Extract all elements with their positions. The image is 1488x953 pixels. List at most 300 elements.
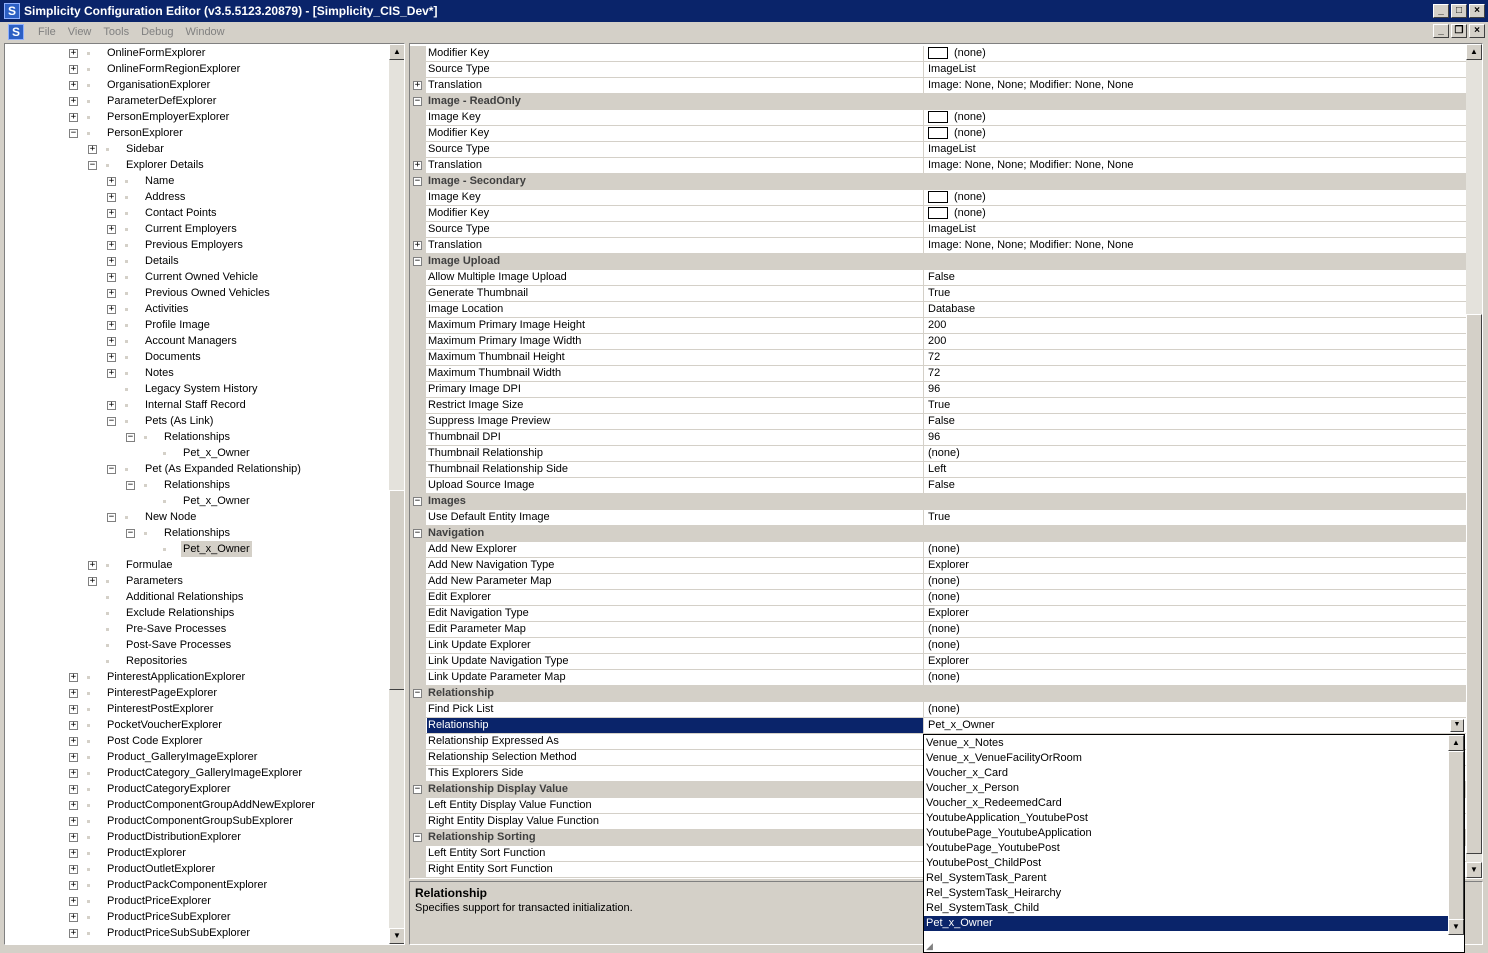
property-value[interactable] [925, 142, 1465, 157]
tree-node[interactable] [5, 93, 385, 109]
property-name[interactable]: Link Update Explorer [427, 638, 924, 653]
expand-icon[interactable]: + [89, 560, 96, 570]
dropdown-option[interactable]: Rel_SystemTask_Child [926, 902, 1040, 914]
tree-node-label[interactable]: Relationships [164, 431, 231, 443]
property-value[interactable] [925, 462, 1465, 477]
category-label[interactable]: Relationship [428, 687, 495, 699]
property-value[interactable] [925, 302, 1465, 317]
tree-node[interactable] [5, 365, 385, 381]
property-row[interactable] [410, 142, 1466, 158]
property-name[interactable]: Image Key [427, 110, 924, 125]
tree-node-label[interactable]: Current Owned Vehicle [145, 271, 259, 283]
tree-node-label[interactable]: Contact Points [145, 207, 217, 219]
close-button[interactable]: × [1469, 4, 1485, 18]
tree-node-label[interactable]: Pets (As Link) [145, 415, 214, 427]
property-name[interactable]: Use Default Entity Image [427, 510, 924, 525]
property-row[interactable] [410, 430, 1466, 446]
dropdown-option[interactable]: YoutubePage_YoutubeApplication [926, 827, 1092, 839]
collapse-icon[interactable]: − [108, 512, 115, 522]
collapse-icon[interactable]: − [89, 160, 96, 170]
property-value[interactable] [925, 318, 1465, 333]
tree-node-label[interactable]: Repositories [126, 655, 188, 667]
tree-node[interactable] [5, 285, 385, 301]
property-value[interactable] [925, 574, 1465, 589]
property-name[interactable]: Source Type [427, 222, 924, 237]
tree-node-label[interactable]: Pet_x_Owner [183, 495, 250, 507]
property-row[interactable] [410, 222, 1466, 238]
tree-node[interactable] [5, 477, 385, 493]
menu-debug[interactable]: Debug [141, 26, 174, 38]
tree-node-label[interactable]: ProductComponentGroupSubExplorer [107, 815, 293, 827]
property-value[interactable] [925, 606, 1465, 621]
tree-node[interactable] [5, 45, 385, 61]
tree-node-label[interactable]: ProductOutletExplorer [107, 863, 216, 875]
tree-node[interactable] [5, 429, 385, 445]
tree-node-label[interactable]: PersonEmployerExplorer [107, 111, 230, 123]
dropdown-option[interactable]: Rel_SystemTask_Heirarchy [926, 887, 1062, 899]
property-name[interactable]: Edit Explorer [427, 590, 924, 605]
property-row[interactable] [410, 574, 1466, 590]
mdi-app-icon[interactable]: S [8, 24, 24, 40]
property-name[interactable]: Link Update Parameter Map [427, 670, 924, 685]
property-value[interactable] [925, 286, 1465, 301]
tree-node-label[interactable]: Account Managers [145, 335, 237, 347]
relationship-dropdown-list[interactable] [923, 734, 1465, 953]
property-row[interactable] [410, 286, 1466, 302]
expand-icon[interactable]: + [70, 672, 77, 682]
dropdown-scrollbar[interactable] [1448, 735, 1464, 935]
expand-icon[interactable]: + [108, 336, 115, 346]
tree-node[interactable] [5, 717, 385, 733]
property-value[interactable] [925, 78, 1465, 93]
category-label[interactable]: Image - ReadOnly [428, 95, 521, 107]
tree-node-label[interactable]: Profile Image [145, 319, 210, 331]
tree-node-label[interactable]: Documents [145, 351, 201, 363]
property-row[interactable] [410, 622, 1466, 638]
dropdown-option[interactable]: YoutubePost_ChildPost [926, 857, 1042, 869]
tree-node[interactable] [5, 237, 385, 253]
tree-node[interactable] [5, 493, 385, 509]
property-name[interactable]: Link Update Navigation Type [427, 654, 924, 669]
expand-icon[interactable]: + [414, 80, 421, 90]
dropdown-option[interactable]: Voucher_x_RedeemedCard [926, 797, 1062, 809]
mdi-close-button[interactable]: × [1469, 24, 1485, 38]
tree-node[interactable] [5, 909, 385, 925]
property-value[interactable] [925, 350, 1465, 365]
expand-icon[interactable]: + [70, 96, 77, 106]
expand-icon[interactable]: + [108, 208, 115, 218]
tree-node-label[interactable]: Formulae [126, 559, 173, 571]
collapse-icon[interactable]: − [414, 176, 421, 186]
tree-node[interactable] [5, 269, 385, 285]
property-name[interactable]: Relationship Selection Method [427, 750, 924, 765]
tree-node[interactable] [5, 781, 385, 797]
tree-node[interactable] [5, 845, 385, 861]
collapse-icon[interactable]: − [414, 496, 421, 506]
expand-icon[interactable]: + [70, 784, 77, 794]
tree-node[interactable] [5, 877, 385, 893]
tree-node-label[interactable]: Pet_x_Owner [183, 543, 250, 555]
tree-node[interactable] [5, 333, 385, 349]
property-value[interactable] [925, 702, 1465, 717]
property-row[interactable] [410, 126, 1466, 142]
tree-node-label[interactable]: Current Employers [145, 223, 237, 235]
expand-icon[interactable]: + [70, 864, 77, 874]
tree-node[interactable] [5, 797, 385, 813]
expand-icon[interactable]: + [108, 320, 115, 330]
property-row[interactable] [410, 638, 1466, 654]
expand-icon[interactable]: + [70, 848, 77, 858]
expand-icon[interactable]: + [108, 240, 115, 250]
property-row[interactable] [410, 270, 1466, 286]
tree-node[interactable] [5, 621, 385, 637]
property-row[interactable] [410, 478, 1466, 494]
tree-node-label[interactable]: OrganisationExplorer [107, 79, 211, 91]
property-name[interactable]: Edit Navigation Type [427, 606, 924, 621]
collapse-icon[interactable]: − [127, 432, 134, 442]
property-row[interactable] [410, 206, 1466, 222]
tree-node[interactable] [5, 125, 385, 141]
property-row[interactable] [410, 78, 1466, 94]
property-name[interactable]: Relationship Expressed As [427, 734, 924, 749]
dropdown-option[interactable]: Venue_x_VenueFacilityOrRoom [926, 752, 1082, 764]
expand-icon[interactable]: + [414, 160, 421, 170]
property-name[interactable]: Allow Multiple Image Upload [427, 270, 924, 285]
expand-icon[interactable]: + [70, 64, 77, 74]
property-row[interactable] [410, 670, 1466, 686]
tree-node-label[interactable]: Address [145, 191, 186, 203]
maximize-button[interactable]: □ [1451, 4, 1467, 18]
dropdown-option[interactable]: YoutubePage_YoutubePost [926, 842, 1060, 854]
expand-icon[interactable]: + [70, 752, 77, 762]
property-name[interactable]: Generate Thumbnail [427, 286, 924, 301]
tree-node-label[interactable]: PocketVoucherExplorer [107, 719, 222, 731]
property-value[interactable] [925, 206, 1465, 221]
expand-icon[interactable]: + [70, 928, 77, 938]
tree-node-label[interactable]: Legacy System History [145, 383, 258, 395]
expand-icon[interactable]: + [89, 576, 96, 586]
tree-node-label[interactable]: ProductPriceSubSubExplorer [107, 927, 251, 939]
property-name[interactable]: Left Entity Sort Function [427, 846, 924, 861]
property-name[interactable]: Right Entity Sort Function [427, 862, 924, 877]
property-name[interactable]: Modifier Key [427, 126, 924, 141]
tree-scroll-up-button[interactable]: ▲ [389, 44, 405, 60]
expand-icon[interactable]: + [108, 400, 115, 410]
property-row[interactable] [410, 542, 1466, 558]
tree-node-label[interactable]: Parameters [126, 575, 183, 587]
tree-node[interactable] [5, 221, 385, 237]
expand-icon[interactable]: + [70, 720, 77, 730]
tree-node-label[interactable]: Pre-Save Processes [126, 623, 227, 635]
tree-node-label[interactable]: PinterestPageExplorer [107, 687, 218, 699]
tree-node-label[interactable]: ProductPriceExplorer [107, 895, 211, 907]
dropdown-scroll-thumb[interactable] [1448, 751, 1464, 921]
property-category[interactable] [410, 686, 1466, 702]
expand-icon[interactable]: + [108, 272, 115, 282]
tree-node-label[interactable]: Relationships [164, 479, 231, 491]
property-name[interactable]: This Explorers Side [427, 766, 924, 781]
expand-icon[interactable]: + [70, 896, 77, 906]
property-value[interactable] [925, 430, 1465, 445]
menu-window[interactable]: Window [185, 26, 225, 38]
property-row[interactable] [410, 110, 1466, 126]
tree-node-label[interactable]: PinterestApplicationExplorer [107, 671, 246, 683]
property-value[interactable] [925, 126, 1465, 141]
tree-node-label[interactable]: PersonExplorer [107, 127, 183, 139]
tree-node-label[interactable]: Pet (As Expanded Relationship) [145, 463, 301, 475]
collapse-icon[interactable]: − [70, 128, 77, 138]
tree-node[interactable] [5, 813, 385, 829]
tree-node-label[interactable]: Explorer Details [126, 159, 204, 171]
expand-icon[interactable]: + [108, 368, 115, 378]
tree-node[interactable] [5, 669, 385, 685]
tree-node[interactable] [5, 173, 385, 189]
property-name[interactable]: Maximum Thumbnail Height [427, 350, 924, 365]
collapse-icon[interactable]: − [127, 528, 134, 538]
tree-node[interactable] [5, 77, 385, 93]
property-name[interactable]: Thumbnail Relationship [427, 446, 924, 461]
app-icon[interactable]: S [4, 3, 20, 19]
property-row[interactable] [410, 334, 1466, 350]
property-row[interactable] [410, 702, 1466, 718]
property-value[interactable] [925, 510, 1465, 525]
resize-grip-icon[interactable]: ◢ [926, 941, 933, 951]
expand-icon[interactable]: + [108, 352, 115, 362]
property-row[interactable] [410, 414, 1466, 430]
property-name[interactable]: Translation [427, 238, 924, 253]
tree-node[interactable] [5, 685, 385, 701]
tree-node[interactable] [5, 189, 385, 205]
expand-icon[interactable]: + [108, 176, 115, 186]
property-category[interactable] [410, 254, 1466, 270]
tree-node-label[interactable]: ProductPriceSubExplorer [107, 911, 231, 923]
property-row[interactable] [410, 350, 1466, 366]
tree-node[interactable] [5, 61, 385, 77]
tree-node[interactable] [5, 397, 385, 413]
property-row[interactable] [410, 606, 1466, 622]
property-value[interactable] [925, 638, 1465, 653]
category-label[interactable]: Images [428, 495, 466, 507]
tree-node-label[interactable]: ProductCategory_GalleryImageExplorer [107, 767, 303, 779]
tree-node[interactable] [5, 605, 385, 621]
expand-icon[interactable]: + [89, 144, 96, 154]
collapse-icon[interactable]: − [414, 784, 421, 794]
tree-node-label[interactable]: Post-Save Processes [126, 639, 232, 651]
tree-node-label[interactable]: ProductComponentGroupAddNewExplorer [107, 799, 315, 811]
collapse-icon[interactable]: − [414, 256, 421, 266]
expand-icon[interactable]: + [414, 240, 421, 250]
property-value[interactable] [925, 334, 1465, 349]
dropdown-scroll-up-button[interactable]: ▲ [1448, 735, 1464, 751]
property-name[interactable]: Modifier Key [427, 206, 924, 221]
property-row[interactable] [410, 158, 1466, 174]
tree-node-label[interactable]: Product_GalleryImageExplorer [107, 751, 258, 763]
property-name[interactable]: Translation [427, 158, 924, 173]
dropdown-option[interactable]: Voucher_x_Card [926, 767, 1008, 779]
expand-icon[interactable]: + [70, 80, 77, 90]
property-name[interactable]: Modifier Key [427, 46, 924, 61]
property-row[interactable] [410, 382, 1466, 398]
property-row[interactable] [410, 190, 1466, 206]
tree-node[interactable] [5, 701, 385, 717]
collapse-icon[interactable]: − [108, 464, 115, 474]
expand-icon[interactable]: + [70, 688, 77, 698]
dropdown-scroll-down-button[interactable]: ▼ [1448, 919, 1464, 935]
property-value[interactable] [925, 238, 1465, 253]
tree-node[interactable] [5, 829, 385, 845]
tree-node[interactable] [5, 925, 385, 941]
property-name[interactable]: Maximum Primary Image Width [427, 334, 924, 349]
expand-icon[interactable]: + [108, 224, 115, 234]
property-value[interactable] [925, 270, 1465, 285]
tree-node[interactable] [5, 509, 385, 525]
tree-node-label[interactable]: Notes [145, 367, 174, 379]
tree-node-label[interactable]: ParameterDefExplorer [107, 95, 217, 107]
category-label[interactable]: Image Upload [428, 255, 501, 267]
expand-icon[interactable]: + [70, 816, 77, 826]
tree-node-label[interactable]: OnlineFormRegionExplorer [107, 63, 241, 75]
tree-node-label[interactable]: Internal Staff Record [145, 399, 246, 411]
collapse-icon[interactable]: − [414, 832, 421, 842]
tree-node[interactable] [5, 461, 385, 477]
property-row[interactable] [410, 654, 1466, 670]
mdi-restore-button[interactable]: ❐ [1451, 24, 1467, 38]
tree-node-label[interactable]: Exclude Relationships [126, 607, 235, 619]
property-value[interactable] [925, 718, 1465, 733]
tree-node[interactable] [5, 589, 385, 605]
property-value[interactable] [925, 110, 1465, 125]
property-row[interactable] [410, 318, 1466, 334]
property-row[interactable] [410, 238, 1466, 254]
property-row[interactable] [410, 302, 1466, 318]
tree-node-label[interactable]: Previous Employers [145, 239, 243, 251]
dropdown-arrow-icon[interactable]: ▼ [1450, 719, 1464, 732]
tree-node[interactable] [5, 893, 385, 909]
explorer-tree[interactable] [4, 43, 405, 945]
property-scrollbar[interactable] [1466, 44, 1482, 878]
property-row[interactable] [410, 46, 1466, 62]
property-value[interactable] [925, 446, 1465, 461]
tree-node[interactable] [5, 445, 385, 461]
dropdown-option[interactable]: Voucher_x_Person [926, 782, 1019, 794]
minimize-button[interactable]: _ [1433, 4, 1449, 18]
property-name[interactable]: Image Location [427, 302, 924, 317]
tree-node[interactable] [5, 541, 385, 557]
tree-node-label[interactable]: Details [145, 255, 179, 267]
expand-icon[interactable]: + [70, 704, 77, 714]
property-value[interactable] [925, 222, 1465, 237]
collapse-icon[interactable]: − [108, 416, 115, 426]
property-name[interactable]: Suppress Image Preview [427, 414, 924, 429]
dropdown-option[interactable]: Rel_SystemTask_Parent [926, 872, 1047, 884]
expand-icon[interactable]: + [108, 192, 115, 202]
tree-node-label[interactable]: Post Code Explorer [107, 735, 203, 747]
tree-node-label[interactable]: ProductPackComponentExplorer [107, 879, 268, 891]
tree-node-label[interactable]: Activities [145, 303, 189, 315]
tree-node[interactable] [5, 109, 385, 125]
property-row[interactable] [410, 462, 1466, 478]
property-name[interactable]: Edit Parameter Map [427, 622, 924, 637]
property-name[interactable]: Source Type [427, 142, 924, 157]
property-value[interactable] [925, 366, 1465, 381]
tree-node[interactable] [5, 653, 385, 669]
property-value[interactable] [925, 62, 1465, 77]
tree-node[interactable] [5, 381, 385, 397]
tree-node-label[interactable]: Additional Relationships [126, 591, 244, 603]
expand-icon[interactable]: + [70, 112, 77, 122]
tree-scroll-down-button[interactable]: ▼ [389, 928, 405, 944]
menu-view[interactable]: View [67, 26, 92, 38]
property-row[interactable] [410, 366, 1466, 382]
property-name[interactable]: Relationship [427, 718, 924, 733]
expand-icon[interactable]: + [70, 800, 77, 810]
property-name[interactable]: Restrict Image Size [427, 398, 924, 413]
property-row[interactable] [410, 510, 1466, 526]
tree-node[interactable] [5, 557, 385, 573]
property-row[interactable] [410, 446, 1466, 462]
property-name[interactable]: Maximum Thumbnail Width [427, 366, 924, 381]
tree-node-label[interactable]: Pet_x_Owner [183, 447, 250, 459]
collapse-icon[interactable]: − [127, 480, 134, 490]
expand-icon[interactable]: + [70, 832, 77, 842]
tree-node[interactable] [5, 637, 385, 653]
collapse-icon[interactable]: − [414, 528, 421, 538]
property-value[interactable] [925, 382, 1465, 397]
category-label[interactable]: Relationship Display Value [428, 783, 568, 795]
property-category[interactable] [410, 526, 1466, 542]
tree-node[interactable] [5, 413, 385, 429]
property-value[interactable] [925, 542, 1465, 557]
property-name[interactable]: Image Key [427, 190, 924, 205]
tree-node-label[interactable]: ProductDistributionExplorer [107, 831, 241, 843]
property-row[interactable] [410, 398, 1466, 414]
property-name[interactable]: Add New Navigation Type [427, 558, 924, 573]
property-name[interactable]: Find Pick List [427, 702, 924, 717]
property-name[interactable]: Primary Image DPI [427, 382, 924, 397]
property-value[interactable] [925, 398, 1465, 413]
expand-icon[interactable]: + [70, 912, 77, 922]
category-label[interactable]: Image - Secondary [428, 175, 526, 187]
expand-icon[interactable]: + [70, 768, 77, 778]
category-label[interactable]: Navigation [428, 527, 485, 539]
property-value[interactable] [925, 478, 1465, 493]
tree-node[interactable] [5, 765, 385, 781]
menu-tools[interactable]: Tools [103, 26, 130, 38]
property-category[interactable] [410, 174, 1466, 190]
tree-node-label[interactable]: PinterestPostExplorer [107, 703, 214, 715]
expand-icon[interactable]: + [108, 304, 115, 314]
tree-node-label[interactable]: New Node [145, 511, 197, 523]
tree-node[interactable] [5, 253, 385, 269]
tree-node[interactable] [5, 349, 385, 365]
tree-node[interactable] [5, 573, 385, 589]
expand-icon[interactable]: + [70, 736, 77, 746]
tree-node[interactable] [5, 301, 385, 317]
expand-icon[interactable]: + [108, 256, 115, 266]
expand-icon[interactable]: + [70, 48, 77, 58]
tree-node[interactable] [5, 205, 385, 221]
tree-node[interactable] [5, 861, 385, 877]
property-value[interactable] [925, 190, 1465, 205]
property-name[interactable]: Source Type [427, 62, 924, 77]
property-name[interactable]: Upload Source Image [427, 478, 924, 493]
tree-node[interactable] [5, 749, 385, 765]
collapse-icon[interactable]: − [414, 688, 421, 698]
property-category[interactable] [410, 494, 1466, 510]
property-value[interactable] [925, 590, 1465, 605]
menu-file[interactable]: File [38, 26, 56, 38]
property-row[interactable] [410, 62, 1466, 78]
